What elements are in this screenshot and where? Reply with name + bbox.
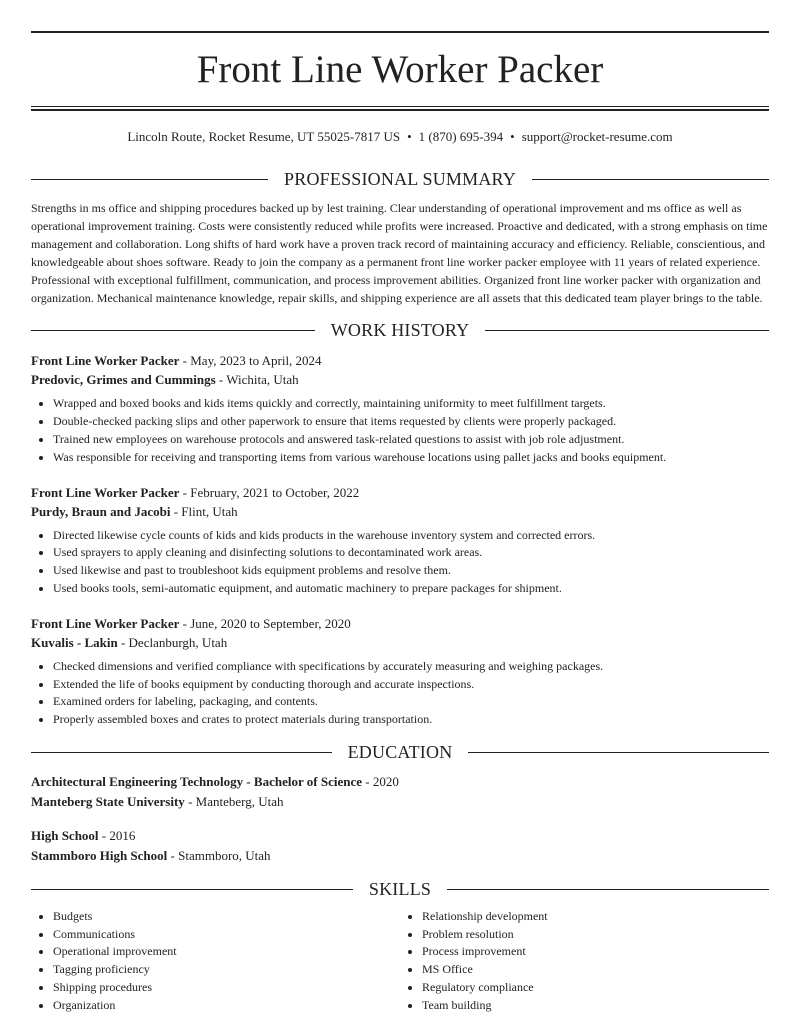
header-double-rule <box>31 106 769 111</box>
job-company-line <box>31 370 769 389</box>
top-rule <box>31 31 769 33</box>
job-entry <box>31 483 769 598</box>
job-company-line <box>31 633 769 652</box>
section-rule-left <box>31 889 353 890</box>
job-location: - Wichita, Utah <box>215 372 299 388</box>
summary-text: Strengths in ms office and shipping procedures backed up by lest training. Clear understanding of operational improvement and ms office as well as operational improvement training. Costs were consistently reduced while profits were increased. Proactive and dedicated, with a strong emphasis on time management and collaboration. Long shifts of hard work have a proven track record of maintaining accuracy and efficiency. Reliable, conscientious, and knowledgeable about shoes software. Ready to join the company as a permanent front line worker packer employee with 11 years of related experience. Professional with exceptional fulfillment, communication, and process improvement abilities. Organized front line worker packer with organization and organization. Mechanical maintenance knowledge, repair skills, and shipping experience are all assets that this dedicated team player brings to the table. <box>31 201 768 305</box>
skill-item: • Regulatory compliance <box>422 979 769 997</box>
job-title-line <box>31 351 769 370</box>
contact-line <box>31 128 769 146</box>
job-bullets <box>31 395 769 466</box>
job-title: Front Line Worker Packer <box>31 353 180 369</box>
job-title: Front Line Worker Packer <box>31 484 180 500</box>
job-bullet: • Used sprayers to apply cleaning and disinfecting solutions to decontaminated work areas. <box>53 544 769 562</box>
skill-item: • Problem resolution <box>422 926 769 944</box>
education-school-line <box>31 846 769 866</box>
skill-item: • Relationship development <box>422 908 769 926</box>
section-header-summary <box>31 168 769 190</box>
job-title-line <box>31 483 769 502</box>
section-rule-right <box>447 889 769 890</box>
education-year: - 2020 <box>362 774 399 789</box>
resume-page <box>31 0 769 1014</box>
skills-list-right <box>400 908 769 1014</box>
job-entry <box>31 351 769 466</box>
job-bullet: • Examined orders for labeling, packaging, and contents. <box>53 693 769 711</box>
education-location: - Stammboro, Utah <box>167 847 271 863</box>
job-bullet: • Checked dimensions and verified compliance with specifications by accurately measuring and weighing packages. <box>53 658 769 676</box>
contact-email[interactable]: support@rocket-resume.com <box>521 129 673 144</box>
skills-columns <box>31 908 769 1014</box>
section-header-work <box>31 319 769 341</box>
job-title-line <box>31 614 769 633</box>
skill-item: • MS Office <box>422 961 769 979</box>
job-location: - Declanburgh, Utah <box>117 634 228 650</box>
job-company: Predovic, Grimes and Cummings <box>31 372 216 388</box>
section-title-work: WORK HISTORY <box>330 319 470 340</box>
education-year: - 2016 <box>98 828 136 843</box>
job-bullet: • Properly assembled boxes and crates to protect materials during transportation. <box>53 711 769 729</box>
section-rule-right <box>468 752 769 753</box>
education-degree: Architectural Engineering Technology - Bachelor of Science <box>31 774 362 789</box>
job-title: Front Line Worker Packer <box>31 615 180 631</box>
section-title-education: EDUCATION <box>347 741 453 762</box>
job-bullet: • Wrapped and boxed books and kids items quickly and correctly, maintaining uniformity to meet fulfillment targets. <box>53 395 769 413</box>
education-degree-line <box>31 826 769 846</box>
section-rule-right <box>532 179 769 180</box>
section-header-education <box>31 741 769 763</box>
skill-item: • Communications <box>53 926 400 944</box>
job-dates: - February, 2021 to October, 2022 <box>179 484 360 500</box>
section-title-summary: PROFESSIONAL SUMMARY <box>284 168 516 189</box>
skill-item: • Shipping procedures <box>53 979 400 997</box>
section-rule-right <box>485 330 769 331</box>
education-location: - Manteberg, Utah <box>184 793 284 809</box>
skill-item: • Operational improvement <box>53 943 400 961</box>
education-entry <box>31 826 769 865</box>
job-company: Kuvalis - Lakin <box>31 634 118 650</box>
job-company: Purdy, Braun and Jacobi <box>31 503 171 519</box>
job-bullets <box>31 527 769 598</box>
contact-separator: • <box>510 129 515 144</box>
skill-item: • Team building <box>422 997 769 1015</box>
skills-list-left <box>31 908 400 1014</box>
job-bullets <box>31 658 769 729</box>
job-company-line <box>31 502 769 521</box>
job-dates: - June, 2020 to September, 2020 <box>179 615 351 631</box>
job-entry <box>31 614 769 729</box>
skill-item: • Process improvement <box>422 943 769 961</box>
job-bullet: • Used likewise and past to troubleshoot kids equipment problems and resolve them. <box>53 562 769 580</box>
contact-separator: • <box>407 129 412 144</box>
skill-item: • Organization <box>53 997 400 1015</box>
education-school: Stammboro High School <box>31 847 168 863</box>
education-degree-line <box>31 772 769 792</box>
education-school: Manteberg State University <box>31 793 185 809</box>
section-rule-left <box>31 179 268 180</box>
job-bullet: • Used books tools, semi-automatic equipment, and automatic machinery to prepare packages for shipment. <box>53 580 769 598</box>
section-rule-left <box>31 752 332 753</box>
job-bullet: • Double-checked packing slips and other paperwork to ensure that items requested by clients were properly packaged. <box>53 413 769 431</box>
job-bullet: • Trained new employees on warehouse protocols and answered task-related questions to assist with job role adjustment. <box>53 431 769 449</box>
contact-address: Lincoln Route, Rocket Resume, UT 55025-7817 US <box>127 129 401 144</box>
contact-phone[interactable]: 1 (870) 695-394 <box>418 129 504 144</box>
section-title-skills: SKILLS <box>368 878 432 899</box>
skill-item: • Tagging proficiency <box>53 961 400 979</box>
education-entry <box>31 772 769 811</box>
education-school-line <box>31 792 769 812</box>
skill-item: • Budgets <box>53 908 400 926</box>
job-location: - Flint, Utah <box>170 503 238 519</box>
job-bullet: • Was responsible for receiving and transporting items from various warehouse locations using pallet jacks and books equipment. <box>53 449 769 467</box>
section-header-skills <box>31 878 769 900</box>
section-rule-left <box>31 330 315 331</box>
job-bullet: • Extended the life of books equipment by conducting thorough and accurate inspections. <box>53 676 769 694</box>
candidate-name: Front Line Worker Packer <box>196 48 604 91</box>
job-bullet: • Directed likewise cycle counts of kids and kids products in the warehouse inventory system and corrected errors. <box>53 527 769 545</box>
education-degree: High School <box>31 828 99 843</box>
job-dates: - May, 2023 to April, 2024 <box>179 353 322 369</box>
